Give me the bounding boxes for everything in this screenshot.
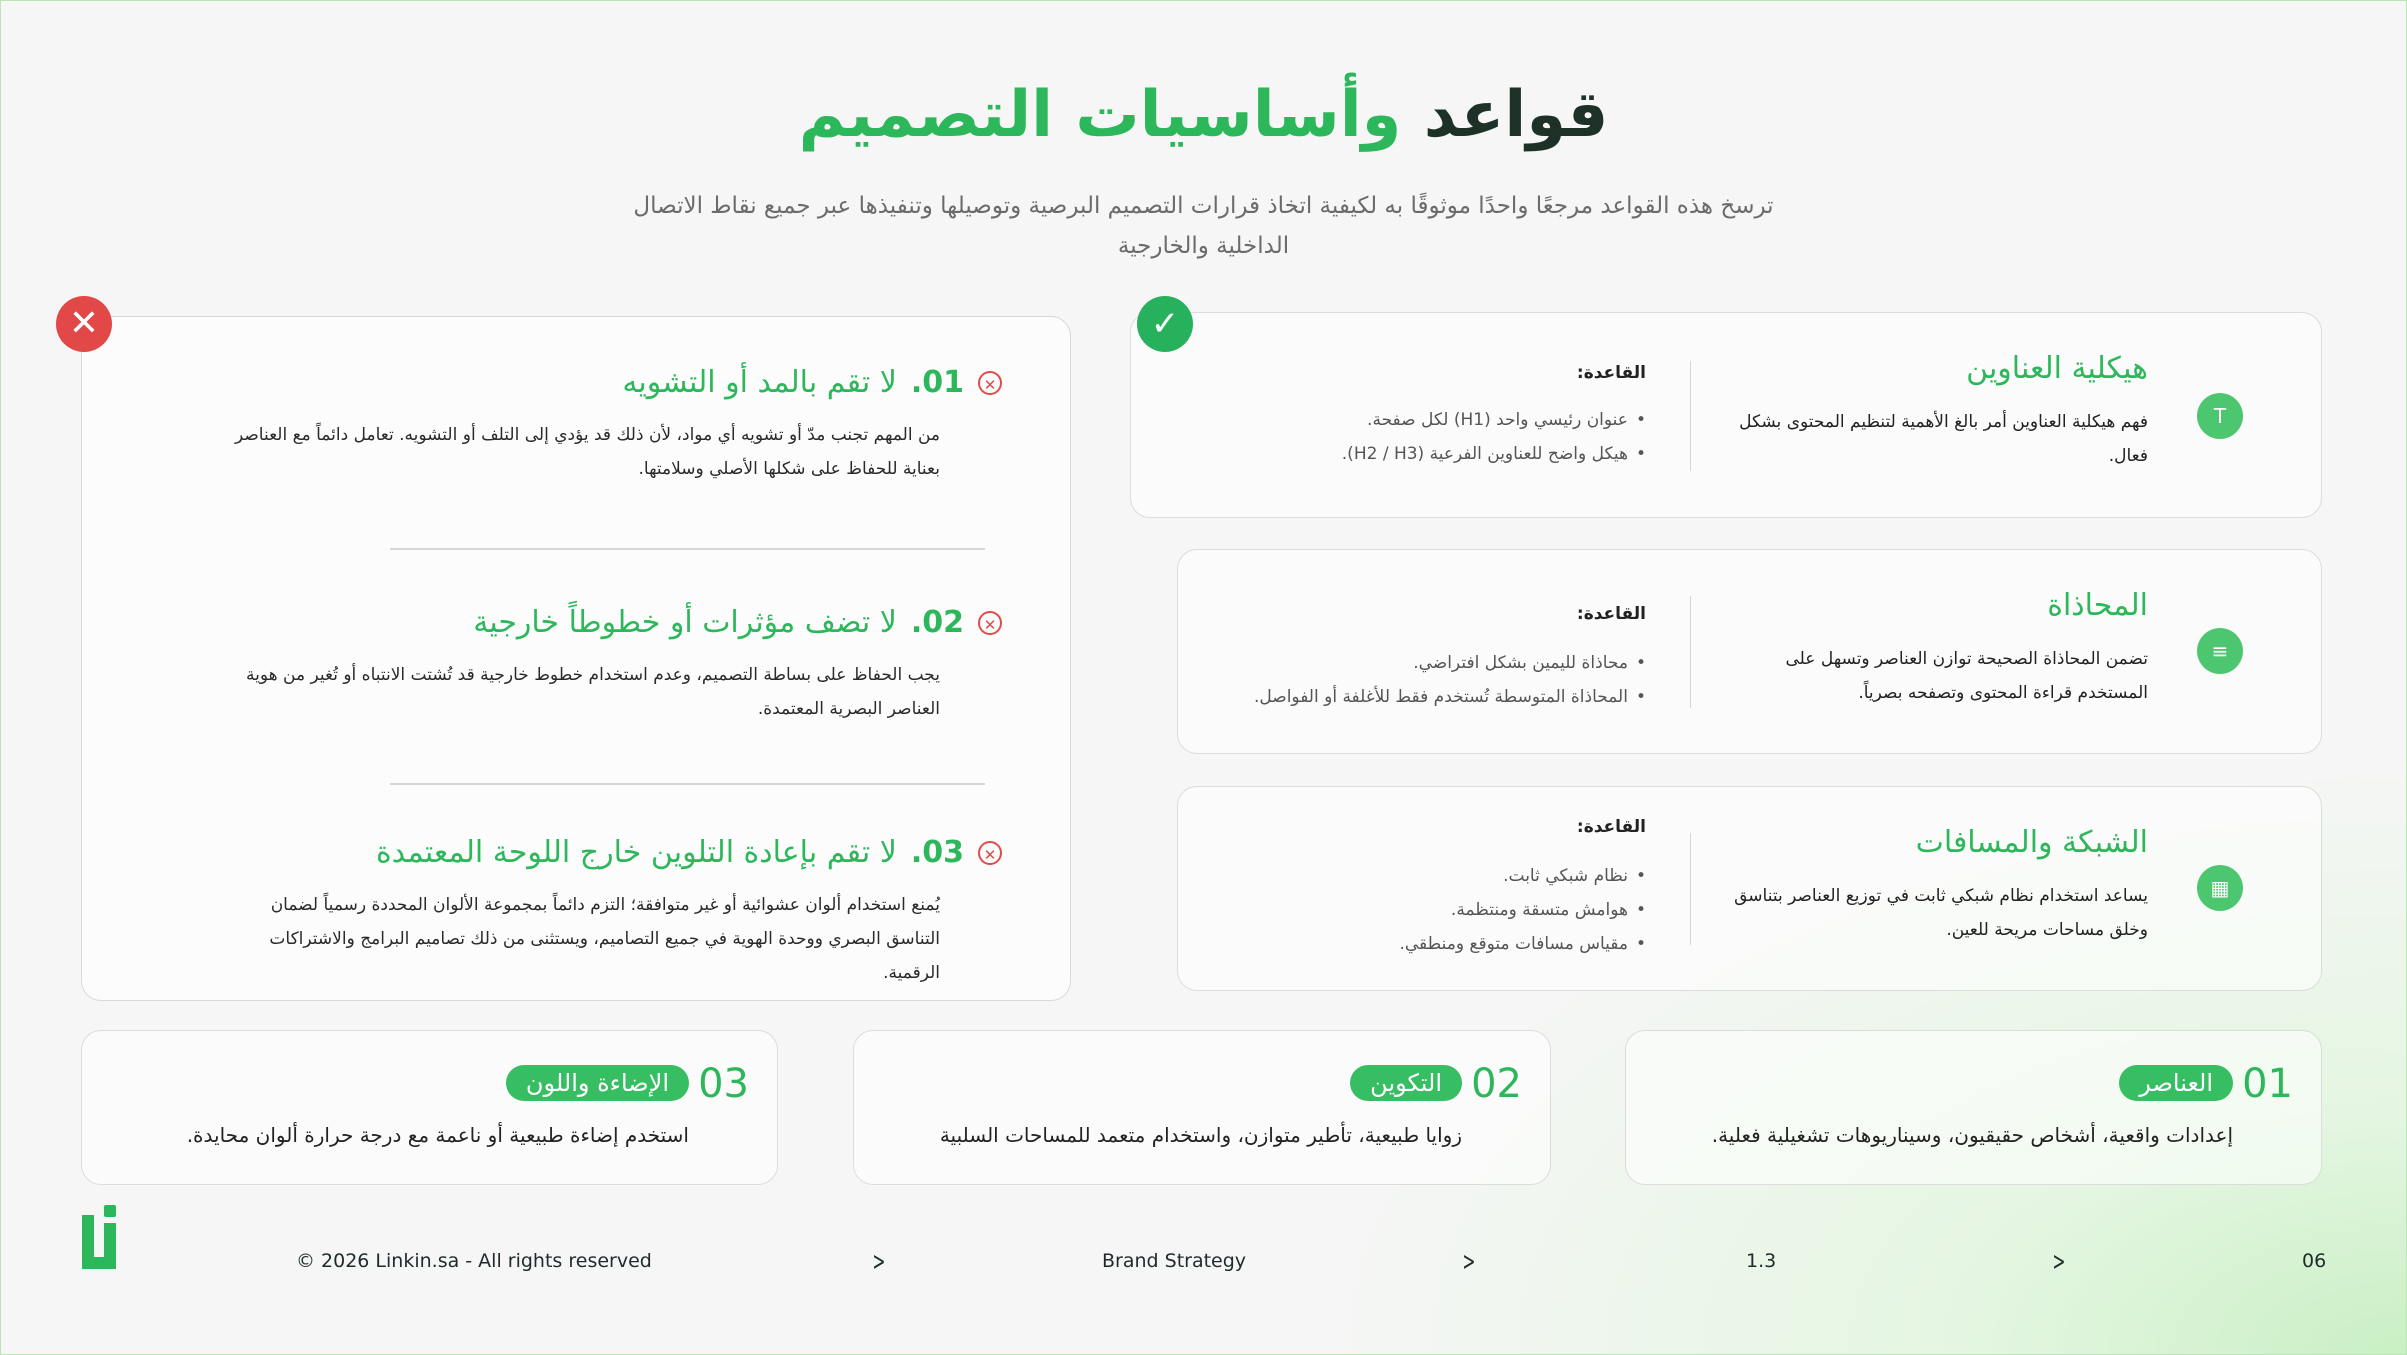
- title-green-part: وأساسيات التصميم: [798, 78, 1402, 152]
- card-tag: العناصر: [2119, 1065, 2233, 1101]
- dont-body: يُمنع استخدام ألوان عشوائية أو غير متوافقة؛ التزم دائماً بمجموعة الألوان المحددة رسمياً لضمان التناسق البصري ووحدة الهوية في جميع التصاميم، ويستثنى من ذلك تصاميم البرامج والاشتراكات الرقمية.: [269, 895, 940, 983]
- card-text: إعدادات واقعية، أشخاص حقيقيون، وسيناريوهات تشغيلية فعلية.: [1711, 1123, 2233, 1147]
- dont-item-3: [152, 835, 1002, 990]
- chevron-right-icon: >: [872, 1247, 886, 1277]
- do-card-alignment: [1177, 549, 2322, 754]
- card-text: زوايا طبيعية، تأطير متوازن، واستخدام متعمد للمساحات السلبية: [939, 1123, 1462, 1147]
- align-right-icon: ≡: [2197, 628, 2243, 674]
- do-title: الشبكة والمسافات: [1915, 825, 2148, 860]
- do-description: فهم هيكلية العناوين أمر بالغ الأهمية لتنظيم المحتوى بشكل فعال.: [1739, 412, 2148, 466]
- card-tag: الإضاءة واللون: [506, 1065, 689, 1101]
- text-icon: T: [2197, 393, 2243, 439]
- do-title: المحاذاة: [2047, 588, 2148, 623]
- do-card-grid: [1177, 786, 2322, 991]
- photo-card-elements: [1625, 1030, 2322, 1185]
- rule-item: • هوامش متسقة ومنتظمة.: [1399, 893, 1646, 927]
- card-number: 03: [698, 1061, 749, 1107]
- dont-item-1: [152, 365, 1002, 486]
- rule-item: • هيكل واضح للعناوين الفرعية (H2 / H3).: [1342, 437, 1646, 471]
- x-circle-icon: ✕: [978, 371, 1002, 395]
- footer-copyright: © 2026 Linkin.sa - All rights reserved: [296, 1250, 652, 1272]
- do-title: هيكلية العناوين: [1966, 351, 2148, 386]
- page-title: [0, 78, 2407, 152]
- footer-page-number: 06: [2302, 1250, 2327, 1272]
- card-tag: التكوين: [1350, 1065, 1462, 1101]
- do-card-headings: [1130, 312, 2322, 518]
- x-circle-icon: ✕: [978, 611, 1002, 635]
- grid-icon: ▦: [2197, 865, 2243, 911]
- rule-list: [1399, 859, 1646, 961]
- dont-number: 02.: [910, 605, 964, 640]
- card-text: استخدم إضاءة طبيعية أو ناعمة مع درجة حرارة ألوان محايدة.: [186, 1123, 689, 1147]
- rule-item: • نظام شبكي ثابت.: [1399, 859, 1646, 893]
- footer-section: Brand Strategy: [1102, 1250, 1247, 1272]
- dont-title: لا تقم بالمد أو التشويه: [622, 365, 897, 400]
- chevron-right-icon: >: [1462, 1247, 1476, 1277]
- dont-body: يجب الحفاظ على بساطة التصميم، وعدم استخدام خطوط خارجية قد تُشتت الانتباه أو تُغير من هوية العناصر البصرية المعتمدة.: [246, 665, 940, 719]
- rule-item: • عنوان رئيسي واحد (H1) لكل صفحة.: [1342, 403, 1646, 437]
- divider: [390, 548, 985, 550]
- do-description: يساعد استخدام نظام شبكي ثابت في توزيع العناصر بتناسق وخلق مساحات مريحة للعين.: [1734, 886, 2148, 940]
- rule-label: القاعدة:: [1576, 363, 1646, 383]
- check-icon: ✓: [1137, 296, 1193, 352]
- title-dark-part: قواعد: [1423, 78, 1609, 152]
- linkin-logo: [82, 1205, 118, 1271]
- photo-card-composition: [853, 1030, 1551, 1185]
- do-description: تضمن المحاذاة الصحيحة توازن العناصر وتسهل على المستخدم قراءة المحتوى وتصفحه بصرياً.: [1785, 649, 2148, 703]
- rule-label: القاعدة:: [1576, 817, 1646, 837]
- dont-number: 03.: [910, 835, 964, 870]
- rule-list: [1254, 646, 1646, 714]
- dont-title: لا تضف مؤثرات أو خطوطاً خارجية: [473, 605, 897, 640]
- x-icon: ✕: [56, 296, 112, 352]
- photo-card-lighting: [81, 1030, 778, 1185]
- page-subtitle: ترسخ هذه القواعد مرجعًا واحدًا موثوقًا به لكيفية اتخاذ قرارات التصميم البرصية وتوصيلها وتنفيذها عبر جميع نقاط الاتصال الداخلية والخارجية: [633, 193, 1774, 259]
- dont-item-2: [152, 605, 1002, 726]
- rule-item: • مقياس مسافات متوقع ومنطقي.: [1399, 927, 1646, 961]
- rule-label: القاعدة:: [1576, 604, 1646, 624]
- footer-chapter: 1.3: [1746, 1250, 1777, 1272]
- rule-item: • المحاذاة المتوسطة تُستخدم فقط للأغلفة أو الفواصل.: [1254, 680, 1646, 714]
- dont-title: لا تقم بإعادة التلوين خارج اللوحة المعتمدة: [376, 835, 897, 870]
- chevron-right-icon: >: [2052, 1247, 2066, 1277]
- vertical-separator: [1690, 361, 1692, 471]
- dont-number: 01.: [910, 365, 964, 400]
- vertical-separator: [1690, 833, 1692, 945]
- vertical-separator: [1690, 596, 1692, 708]
- card-number: 02: [1471, 1061, 1522, 1107]
- rule-list: [1342, 403, 1646, 471]
- divider: [390, 783, 985, 785]
- donts-card: [81, 316, 1071, 1001]
- x-circle-icon: ✕: [978, 841, 1002, 865]
- rule-item: • محاذاة لليمين بشكل افتراضي.: [1254, 646, 1646, 680]
- dont-body: من المهم تجنب مدّ أو تشويه أي مواد، لأن ذلك قد يؤدي إلى التلف أو التشويه. تعامل دائماً مع العناصر بعناية للحفاظ على شكلها الأصلي وسلامتها.: [234, 425, 940, 479]
- card-number: 01: [2242, 1061, 2293, 1107]
